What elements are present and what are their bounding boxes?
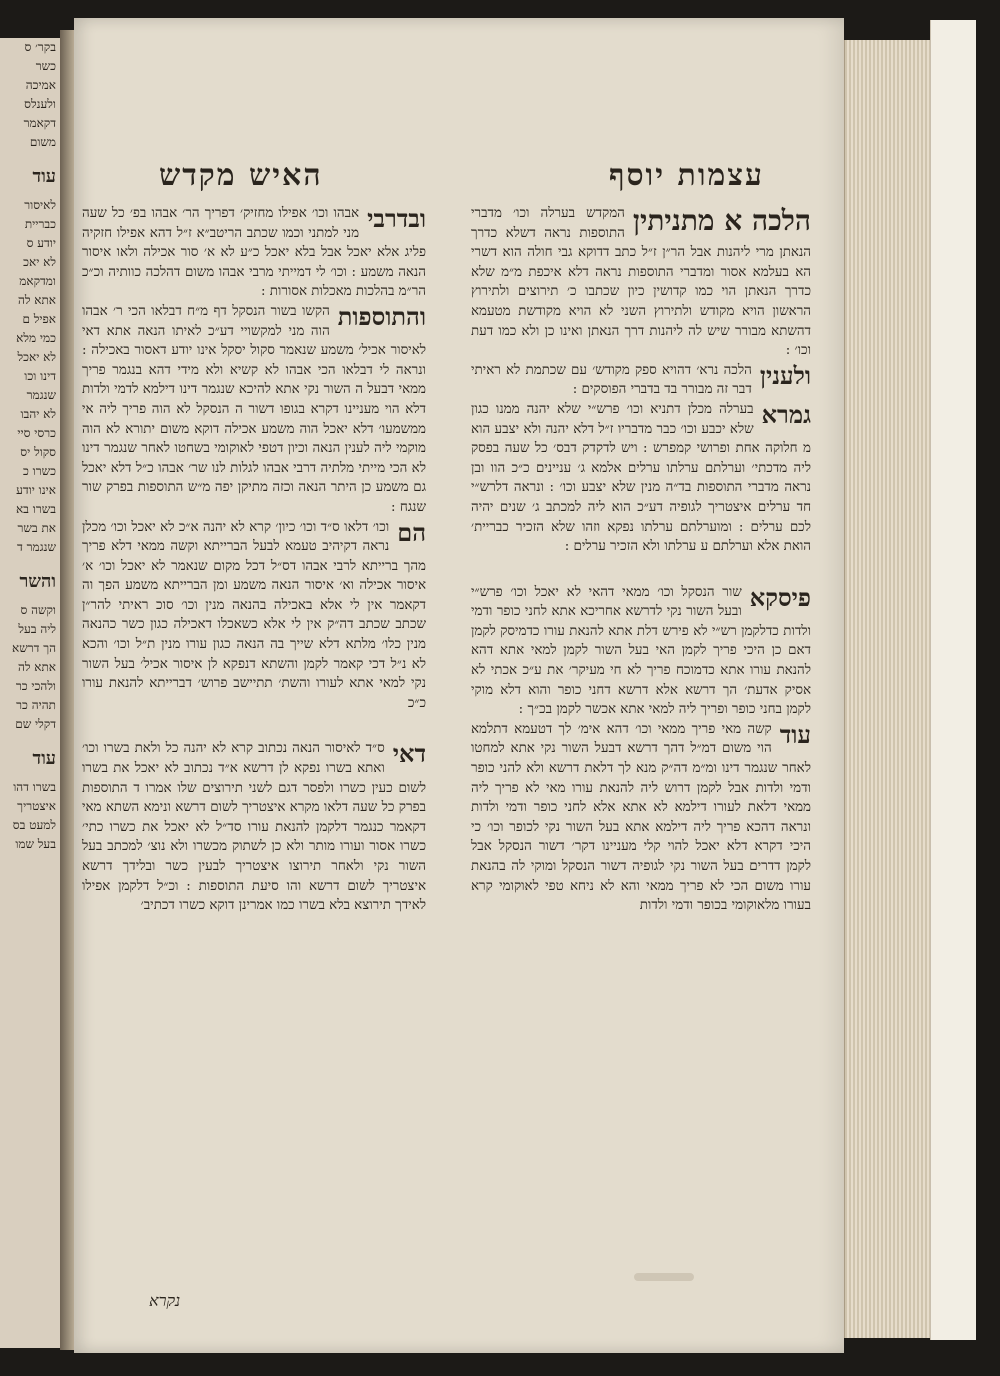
section-text: בערלה מכלן דתניא וכו׳ פרש״י שלא יהנה ממנו כגון שלא יכבע וכו׳ כבר מדבריו ז״ל דלא יהנה ולא יצבע הוא מ חלוקה אחת ופרושי קמפרש : ויש לדקדק דבס׳ כל שעה בפסק ליה מדכתי׳ וערלתם ערלתו ערלים אלמא ג׳ עניינים כ״כ הוו ובן נראה מדברי התוספות בד״ה מנין שלא יצבע וכו׳ : ונראה דלרש״י חד ערלים איצטריך לגופיה דע״כ הוא ליה למכתב ג׳ שנים יהיה לכם ערלים : ומוערלתם ערלתו נפקא וזהו שלא הזכיר כבריית׳ הואת אלא וערלתם ע ערלתו ולא הזכיר ערלים : [471, 401, 811, 555]
facing-page-line: ולענלס [24, 97, 56, 111]
facing-page-line: לא יהבו [20, 407, 56, 421]
section-heading: ולענין [759, 360, 811, 390]
section-text: ס״ד לאיסור הנאה נכתוב קרא לא יהנה כל ולאת בשרו וכו׳ ואתא בשרו נפקא לן דרשא א״ד נכתוב לא יאכל את בשרו לשום כעין כשרו ולפסר דגם לשני תירוצים שלו אמרו ד התוספות בפרק כל שעה דלאו מקרא איצטריך לשום דרשא ונימא השתא מאי דקאמר כנגמר דלקמן להנאת עורו סד״ל לא יאכל את כשרו כתי׳ כשרו אסור ועורו מותר ולא כן לשתוק מכשרו ולא נוצ׳ למכתב בעל השור נקי ולאחר תירוצו איצטריך לבעין כשר ובלידך דרשא איצטריך לשום דרשא והו סיעת התוספות : וכ״ל דלקמן אפילו לאידך תירוצא בלא בשרו כמו אמרינן דוקא כשרו דכתיב׳ [82, 741, 426, 914]
facing-page-line: בשרו בא [15, 502, 56, 516]
facing-page-line: אינו יודע [16, 483, 56, 497]
facing-page-line: ולהכי כר [15, 679, 56, 693]
section-text: אבהו וכו׳ אפילו מחזיק׳ דפריך הר׳ אבהו בפ׳ כל שעה מני למתני וכמו שכתב הריטב״א ז״ל דהא אפילו חזקיה פליג אלא יאכל אבל בלא יאכל כ״ע לא א׳ סור אכילה ולאו איסור הנאה משמע : וכו׳ לי דמייתי מרבי אבהו משום דהלכה כוותיה וכ״כ הר״מ בהלכות מאכלות אסורות : [82, 206, 426, 300]
commentary-section [82, 739, 426, 915]
section-heading: דאי [392, 739, 426, 769]
running-head-left: האיש מקדש [159, 158, 323, 193]
facing-page-line: למעט בס [12, 818, 56, 832]
section-heading: פיסקא [749, 582, 811, 612]
section-text: המקדש בערלה וכו׳ מדברי התוספות נראה דשלא כדרך הנאתן מרי ליהנות אבל הר״ן ז״ל כתב דדוקא גבי חולה הוא דשרי הא בעלמא אסור ומדברי התוספות נראה דלא איכפת מ״מ שלא כדרך הנאתן הוי כמו קדושין כיון שכתבו כ׳ תירוצים ולתירוץ הראשון הויא מקודש ולתירוץ השני לא הויא מקודשת מטעמא דהשתא מבורר שיש לה ליהנות דרך הנאתן ואינו כן ולא כמו דעת וכו׳ : [471, 206, 811, 359]
running-head-right: עצמות יוסף [608, 158, 764, 193]
commentary-section [471, 361, 811, 400]
catchword: נקרא [149, 1291, 181, 1310]
facing-page-line: כרסי סיי [17, 426, 56, 440]
right-text-column [471, 204, 811, 916]
facing-page-line: תהיה כר [16, 698, 56, 712]
section-heading: ובדרבי [367, 204, 426, 233]
flyleaf-edge [930, 20, 976, 1340]
running-heads [74, 158, 844, 202]
facing-page-line: ליה בעל [18, 622, 56, 636]
facing-page-line: את בשר [17, 521, 56, 535]
facing-page-line: אתא לה [17, 660, 56, 674]
section-heading: הלכה א מתניתין [632, 204, 811, 237]
facing-page-line: אמיכה [25, 78, 56, 92]
facing-page-line: שנגמר [26, 388, 56, 402]
section-text: הלכה נרא׳ דהויא ספק מקודש׳ עם שכתמת לא ראיתי דבר זה מבורר בד בדברי הפוסקים : [471, 362, 752, 398]
facing-page-line: עוד [32, 748, 56, 769]
facing-page-line: וקשה ס [20, 603, 56, 617]
facing-page-line: עוד [32, 166, 56, 187]
facing-page-line: בקר׳ ס [24, 40, 56, 54]
section-text: קשה מאי פריך ממאי וכו׳ דהא אימ׳ לך דטעמא דתלמא הוי משום דמ״ל דהך דרשא דבעל השור נקי אתא למחטו לאחר שנגמר דינו ומ״מ דה״ק מנא לך דלאת דרשא ולא להני כופר ודמי ולדות אבל לקמן דרוש ליה להנאת עורו מאי לא פריך ליה ממאי דלאת לעורו דילמא לא אתא אלא לחני כופר ודמי ולדות ונראה דהכא פריך ליה דילמא אתא בעל השור נקי לכופר וכו׳ כי היכי דקרא דלא יאכל להוי קלי מעניינו דקר׳ דשור הנסקל אבל לקמן דדרים בעל השור נקי לגופיה דשור הנסקל ומוקי לה בהנאת עורו משום הכי לא פריך ממאי והא לא ניחא טפי לאוקומי קרא בעורו מלאוקומי בכופר ודמי ולדות [471, 721, 811, 914]
facing-page-line: דקאמר [23, 116, 56, 130]
facing-page-line: לא יאכ [23, 255, 56, 269]
facing-page-line: דינו וכו [24, 369, 56, 383]
facing-page-line: שנגמר ד [17, 540, 56, 554]
facing-page-line: כמי מלא [16, 331, 56, 345]
facing-page-line: אתא לה [17, 293, 56, 307]
facing-page-line: בשרו דהו [13, 780, 56, 794]
facing-page-line: אפיל ם [22, 312, 56, 326]
section-heading: גמרא [761, 399, 811, 429]
commentary-section [82, 518, 426, 714]
section-heading: הם [397, 517, 426, 547]
facing-page [0, 38, 62, 1348]
facing-page-line: כבריית [24, 217, 56, 231]
facing-page-line: דקלי שם [15, 717, 56, 731]
facing-page-line: בעל שמו [15, 837, 56, 851]
facing-page-line: כשר [35, 59, 56, 73]
section-text: וכו׳ דלאו ס״ד וכו׳ כיון׳ קרא לא יהנה א״כ לא יאכל וכו׳ מכלן נראה דקיהיב טעמא לבעל הברייתא וקשה ממאי דלא פריך מהך ברייתא לרבי אבהו דס״ל דכל מקום שנאמר לא יאכל וכו׳ א׳ איסור אכילה וא׳ איסור הנאה משמע ומן הברייתא משמע הפך וה דקאמר אין לי אלא באכילה בהנאה מנין וכו׳ סוכ ראיתי להר״ן שכתב שכתב דה״ק אין לי אלא כשאכלו דאכילה כגון כשר כהנאה מנין כלו׳ מלתא דלא שייך בה הנאה כגון עורו מנין ת״ל וכו׳ והכא לא נ״ל דכי קאמר לקמן והשתא דנפקא לן איסור אכיל׳ בעל השור נקי למאי אתא לעורו והשת׳ תתיישב פרוש׳ דברייתא להנאת עורו כ״כ [82, 519, 426, 711]
commentary-section [82, 204, 426, 302]
book-gutter [60, 30, 74, 1350]
facing-page-line: לאיסור [24, 198, 56, 212]
facing-page-line: כשרו כ [22, 464, 56, 478]
commentary-section [471, 204, 811, 361]
commentary-section [471, 400, 811, 557]
section-heading: עוד [779, 719, 811, 749]
section-heading: והתוספות [337, 301, 426, 331]
commentary-section [471, 720, 811, 916]
facing-page-line: סקול יס [20, 445, 56, 459]
facing-page-line: איצטריך [17, 799, 56, 813]
book-page [74, 18, 844, 1353]
facing-page-line: משום [29, 135, 56, 149]
facing-page-line: הך דרשא [12, 641, 56, 655]
commentary-section [471, 583, 811, 720]
page-stain [634, 1273, 694, 1281]
facing-page-line: לא יאכל [17, 350, 56, 364]
section-text: שור הנסקל וכו׳ ממאי דהאי לא יאכל וכו׳ פרש״י ובעל השור נקי לדרשא אחריכא אתא לחני כופר ודמי ולדות כדלקמן רש״י לא פירש דלת אתא להנאת עורו כדמיסק לקמן דאם כן היכי פריך לקמן האי בעל השור לקמן למאי אתא דהא להנאת עורו אתא כדמוכח פריך לא חי מעיקר׳ את ע״כ אכתי לא אסיק אדעת׳ הך דרשא אלא דרשא דחני כופר והוא דלא מוקי לקמן בחני כופר ופריך ליה למאי אתא אכשר לקמן בכ״ך : [471, 584, 811, 718]
facing-page-line: והשר [19, 571, 56, 592]
facing-page-line: ומדקאמ [19, 274, 56, 288]
facing-page-line: יודע ס [26, 236, 56, 250]
left-text-column [82, 204, 426, 916]
section-text: הקשו בשור הנסקל דף מ״ח דבלאו הכי ר׳ אבהו הוה מני למקשויי דע״כ לאיתו הנאה אתא דאי לאיסור אכיל׳ משמע שנאמר סקול יסקל אינו יודע דאסור באכילה : ונראה לי דבלאו הכי אבהו לא קשיא ולא מידי דהא בנגמר פריך ממאי דבעל ה השור נקי אתא להיכא שנגמר דינו דילמא לדמי ולדות דלא הוי מעניינו דקרא בגופו דשור ה הנסקל לא הוה פריך ליה אי ממשמעו׳ דלא יאכל הוה משמע אכילה דוקא משום יתורא לא הוה מוקמי ליה לענין הנאה וכיון דטפי לאוקומי בשחטו לאחר שנגמר דינו לא הכי מייתי מלתיה דרבי אבהו לגלות לנו שר׳ אבהו כ״ל דלא יאכל גם משמע כן היתר הנאה וכזה מתיקן יפה מ״ש התוספות בפרק שור שנגח : [82, 303, 426, 515]
commentary-section [82, 302, 426, 518]
